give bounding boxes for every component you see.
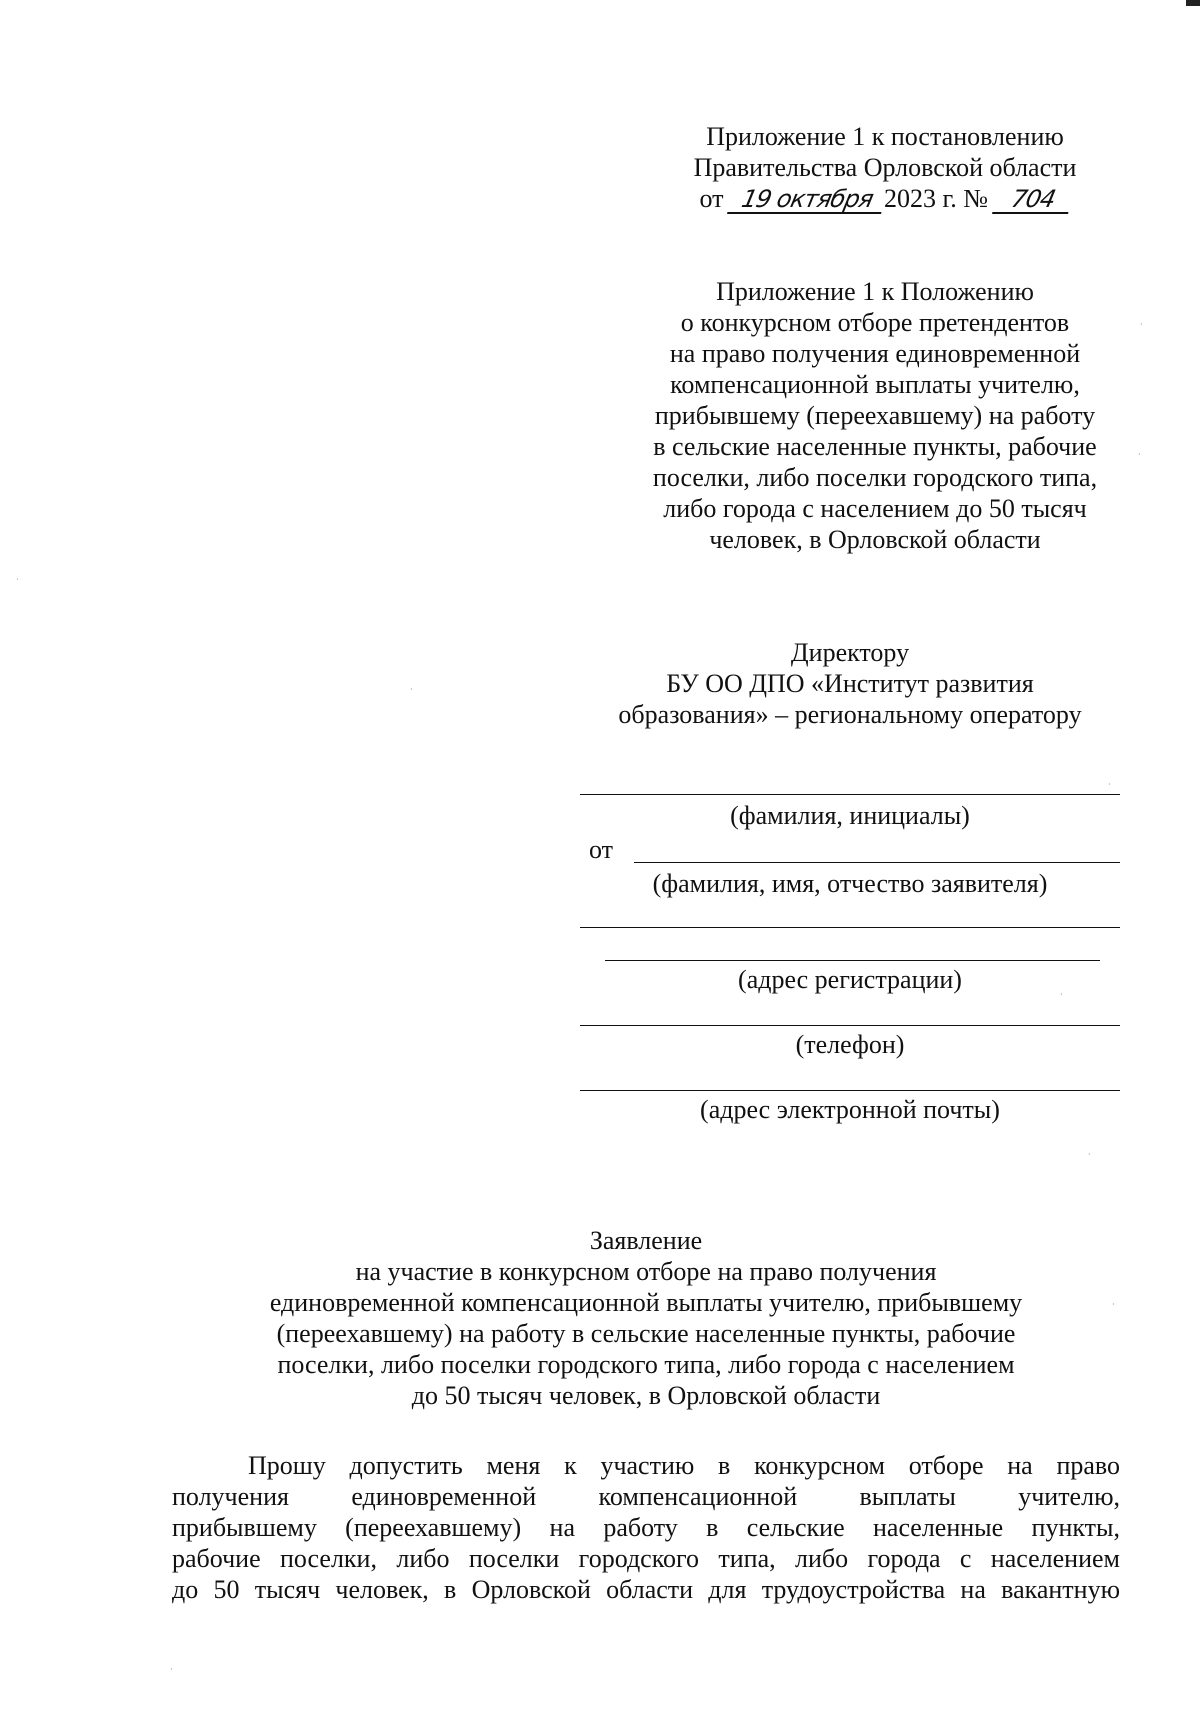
body-line: до 50 тысяч человек, в Орловской области для трудоустройства на вакантную — [172, 1575, 1120, 1604]
address-line-1 — [580, 927, 1120, 928]
title-line: (переехавшему) на работу в сельские населенные пункты, рабочие — [276, 1319, 1016, 1348]
scan-corner-mark — [1186, 0, 1200, 6]
appendix-line: компенсационной выплаты учителю, — [670, 370, 1080, 399]
body-line: прибывшему (переехавшему) на работу в сельские населенные пункты, — [172, 1513, 1120, 1542]
scan-speck: · — [1060, 990, 1063, 999]
scan-speck: · — [1112, 1300, 1115, 1309]
handwritten-date: 19 октября — [727, 186, 887, 214]
email-caption: (адрес электронной почты) — [700, 1095, 1000, 1124]
appendix-line: либо города с населением до 50 тысяч — [663, 494, 1087, 523]
appendix-line: поселки, либо поселки городского типа, — [652, 463, 1098, 492]
scan-speck: · — [16, 575, 19, 584]
title-line: на участие в конкурсном отборе на право получения — [355, 1257, 937, 1286]
scan-speck: · — [1138, 450, 1141, 459]
director-name-caption: (фамилия, инициалы) — [730, 801, 970, 830]
applicant-name-caption: (фамилия, имя, отчество заявителя) — [652, 869, 1048, 898]
scan-speck: · — [1140, 320, 1143, 329]
address-line-2 — [605, 960, 1100, 961]
date-middle: 2023 г. № — [883, 184, 989, 213]
address-caption: (адрес регистрации) — [738, 965, 962, 994]
from-label: от — [589, 835, 614, 864]
title-line: единовременной компенсационной выплаты учителю, прибывшему — [269, 1288, 1023, 1317]
scan-speck: · — [410, 685, 413, 694]
appendix-line: человек, в Орловской области — [709, 525, 1041, 554]
phone-caption: (телефон) — [795, 1030, 905, 1059]
scan-speck: · — [170, 1665, 173, 1674]
appendix-line: на право получения единовременной — [669, 339, 1081, 368]
appendix-line: в сельские населенные пункты, рабочие — [653, 432, 1097, 461]
addressee-line: образования» – региональному оператору — [618, 700, 1082, 729]
scan-speck: · — [1088, 1150, 1091, 1159]
title-line: поселки, либо поселки городского типа, либо города с населением — [277, 1350, 1015, 1379]
header-line-2: Правительства Орловской области — [693, 153, 1077, 182]
title-line: до 50 тысяч человек, в Орловской области — [411, 1381, 881, 1410]
addressee-line: БУ ОО ДПО «Институт развития — [666, 669, 1034, 698]
body-line: Прошу допустить меня к участию в конкурсном отборе на право — [248, 1451, 1120, 1480]
body-line: рабочие поселки, либо поселки городского типа, либо города с населением — [172, 1544, 1120, 1573]
appendix-block — [620, 276, 1130, 555]
scan-speck: · — [1108, 780, 1111, 789]
addressee-line: Директору — [790, 638, 910, 667]
header-date-line — [660, 183, 1110, 214]
email-line — [580, 1090, 1120, 1091]
phone-line — [580, 1025, 1120, 1026]
applicant-name-line — [634, 862, 1120, 863]
appendix-line: прибывшему (переехавшему) на работу — [654, 401, 1096, 430]
title-line: Заявление — [589, 1226, 703, 1255]
body-line: получения единовременной компенсационной выплаты учителю, — [172, 1482, 1120, 1511]
date-prefix: от — [699, 184, 724, 213]
application-title — [172, 1225, 1120, 1411]
appendix-line: Приложение 1 к Положению — [716, 277, 1034, 306]
header-line-1: Приложение 1 к постановлению — [706, 122, 1064, 151]
addressee-block — [580, 637, 1120, 730]
resolution-header — [660, 121, 1110, 214]
director-name-line — [580, 794, 1120, 795]
handwritten-number: 704 — [992, 186, 1074, 214]
application-body — [172, 1450, 1120, 1605]
appendix-line: о конкурсном отборе претендентов — [680, 308, 1070, 337]
